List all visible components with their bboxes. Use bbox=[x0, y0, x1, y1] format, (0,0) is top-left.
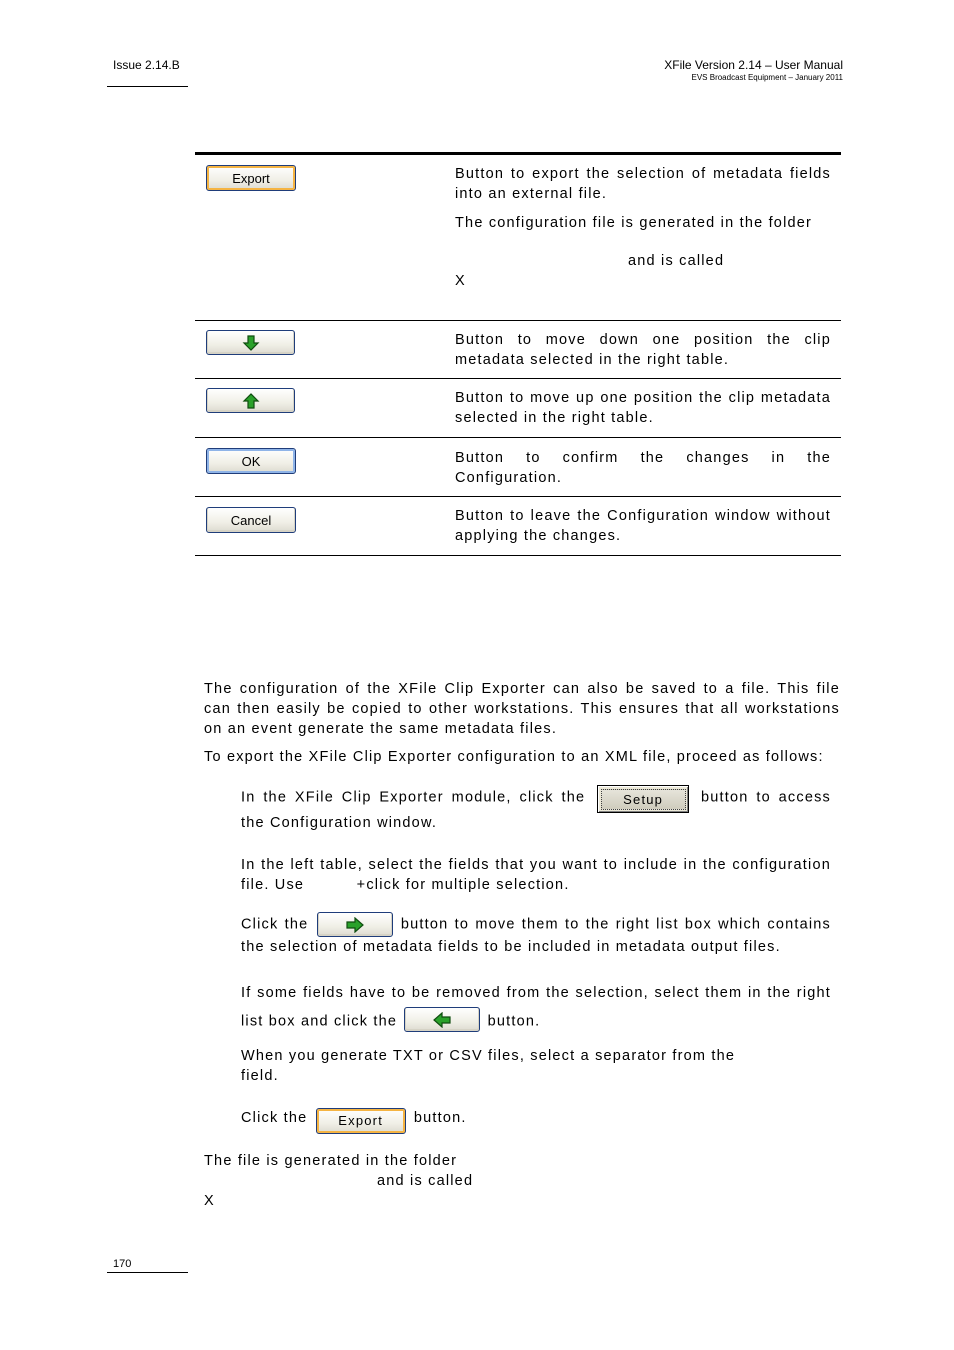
intro-text: The configuration of the XFile Clip Exporter can also be saved to a file. This file can then easily be copied to other workstations. This ensures that all workstations on an event generate the same metadata files. bbox=[204, 681, 840, 737]
export-button[interactable] bbox=[206, 165, 296, 191]
export-description bbox=[455, 164, 831, 291]
step-5-text-a: When you generate TXT or CSV files, select a separator from the bbox=[241, 1048, 736, 1064]
move-left-button[interactable] bbox=[404, 1007, 480, 1032]
arrow-up-icon bbox=[242, 392, 260, 410]
export-desc-3: and is called bbox=[628, 253, 725, 269]
step-2 bbox=[241, 855, 831, 895]
cancel-button-label: Cancel bbox=[230, 512, 272, 528]
intro-paragraph bbox=[204, 679, 840, 739]
header-rule bbox=[107, 86, 188, 87]
header-issue: Issue 2.14.B bbox=[113, 58, 180, 72]
move-down-button[interactable] bbox=[206, 330, 295, 355]
move-down-description: Button to move down one position the clip metadata selected in the right table. bbox=[455, 332, 831, 368]
result-paragraph bbox=[204, 1151, 840, 1211]
table-row-ok bbox=[195, 438, 841, 497]
arrow-left-icon bbox=[432, 1012, 452, 1028]
step-1 bbox=[241, 785, 831, 833]
step-3-text-a: Click the bbox=[241, 916, 309, 933]
button-description-table bbox=[195, 152, 841, 556]
step-1-text-a: In the XFile Clip Exporter module, click the bbox=[241, 789, 586, 806]
arrow-down-icon bbox=[242, 334, 260, 352]
ok-description: Button to confirm the changes in the Configuration. bbox=[455, 450, 831, 486]
result-text-1: The file is generated in the folder bbox=[204, 1153, 458, 1169]
cancel-description: Button to leave the Configuration window without applying the changes. bbox=[455, 508, 831, 544]
step-5-text-b: field. bbox=[241, 1068, 279, 1084]
export-button-label: Export bbox=[232, 170, 270, 186]
procedure-intro bbox=[204, 747, 840, 767]
result-text-3: X bbox=[204, 1193, 215, 1209]
step-4-text-a: If some fields have to be removed from the selection, select them in the right list box and click the bbox=[241, 985, 831, 1030]
export-inline-label: Export bbox=[338, 1113, 384, 1128]
cancel-button[interactable] bbox=[206, 507, 296, 533]
step-3-text-b: button to move them to the right list box which contains the selection of metadata fields to be included in metadata output files. bbox=[241, 916, 832, 955]
ok-button-label: OK bbox=[241, 453, 261, 469]
header-subtitle: EVS Broadcast Equipment – January 2011 bbox=[691, 73, 843, 82]
result-text-2: and is called bbox=[377, 1173, 474, 1189]
step-6 bbox=[241, 1103, 831, 1134]
step-6-text-b: button. bbox=[413, 1110, 467, 1126]
table-row-move-down bbox=[195, 321, 841, 379]
step-5 bbox=[241, 1046, 831, 1086]
header-title: XFile Version 2.14 – User Manual bbox=[664, 58, 843, 72]
procedure-intro-text: To export the XFile Clip Exporter configuration to an XML file, proceed as follows: bbox=[204, 749, 824, 765]
page-number: 170 bbox=[113, 1258, 132, 1270]
step-4 bbox=[241, 980, 831, 1036]
export-desc-2: The configuration file is generated in the folder bbox=[455, 215, 813, 231]
step-2-text-a: In the left table, select the fields that you want to include in the configuration file. Use bbox=[241, 857, 831, 893]
export-desc-4: X bbox=[455, 273, 466, 289]
footer-rule bbox=[107, 1272, 188, 1273]
setup-button-label: Setup bbox=[601, 789, 686, 810]
arrow-right-icon bbox=[345, 917, 365, 933]
step-1-text-b: button to access the Configuration window. bbox=[241, 789, 832, 831]
table-row-export bbox=[195, 155, 841, 321]
step-4-text-b: button. bbox=[487, 1013, 541, 1030]
step-3 bbox=[241, 912, 831, 957]
export-button-inline[interactable] bbox=[316, 1108, 406, 1134]
move-up-description: Button to move up one position the clip metadata selected in the right table. bbox=[455, 390, 831, 426]
export-desc-1: Button to export the selection of metadata fields into an external file. bbox=[455, 166, 831, 202]
step-2-text-b: +click for multiple selection. bbox=[356, 877, 570, 893]
table-row-move-up bbox=[195, 379, 841, 438]
ok-button[interactable] bbox=[206, 448, 296, 474]
step-6-text-a: Click the bbox=[241, 1110, 308, 1126]
move-up-button[interactable] bbox=[206, 388, 295, 413]
move-right-button[interactable] bbox=[317, 912, 393, 937]
table-row-cancel bbox=[195, 497, 841, 556]
setup-button[interactable] bbox=[597, 785, 689, 813]
